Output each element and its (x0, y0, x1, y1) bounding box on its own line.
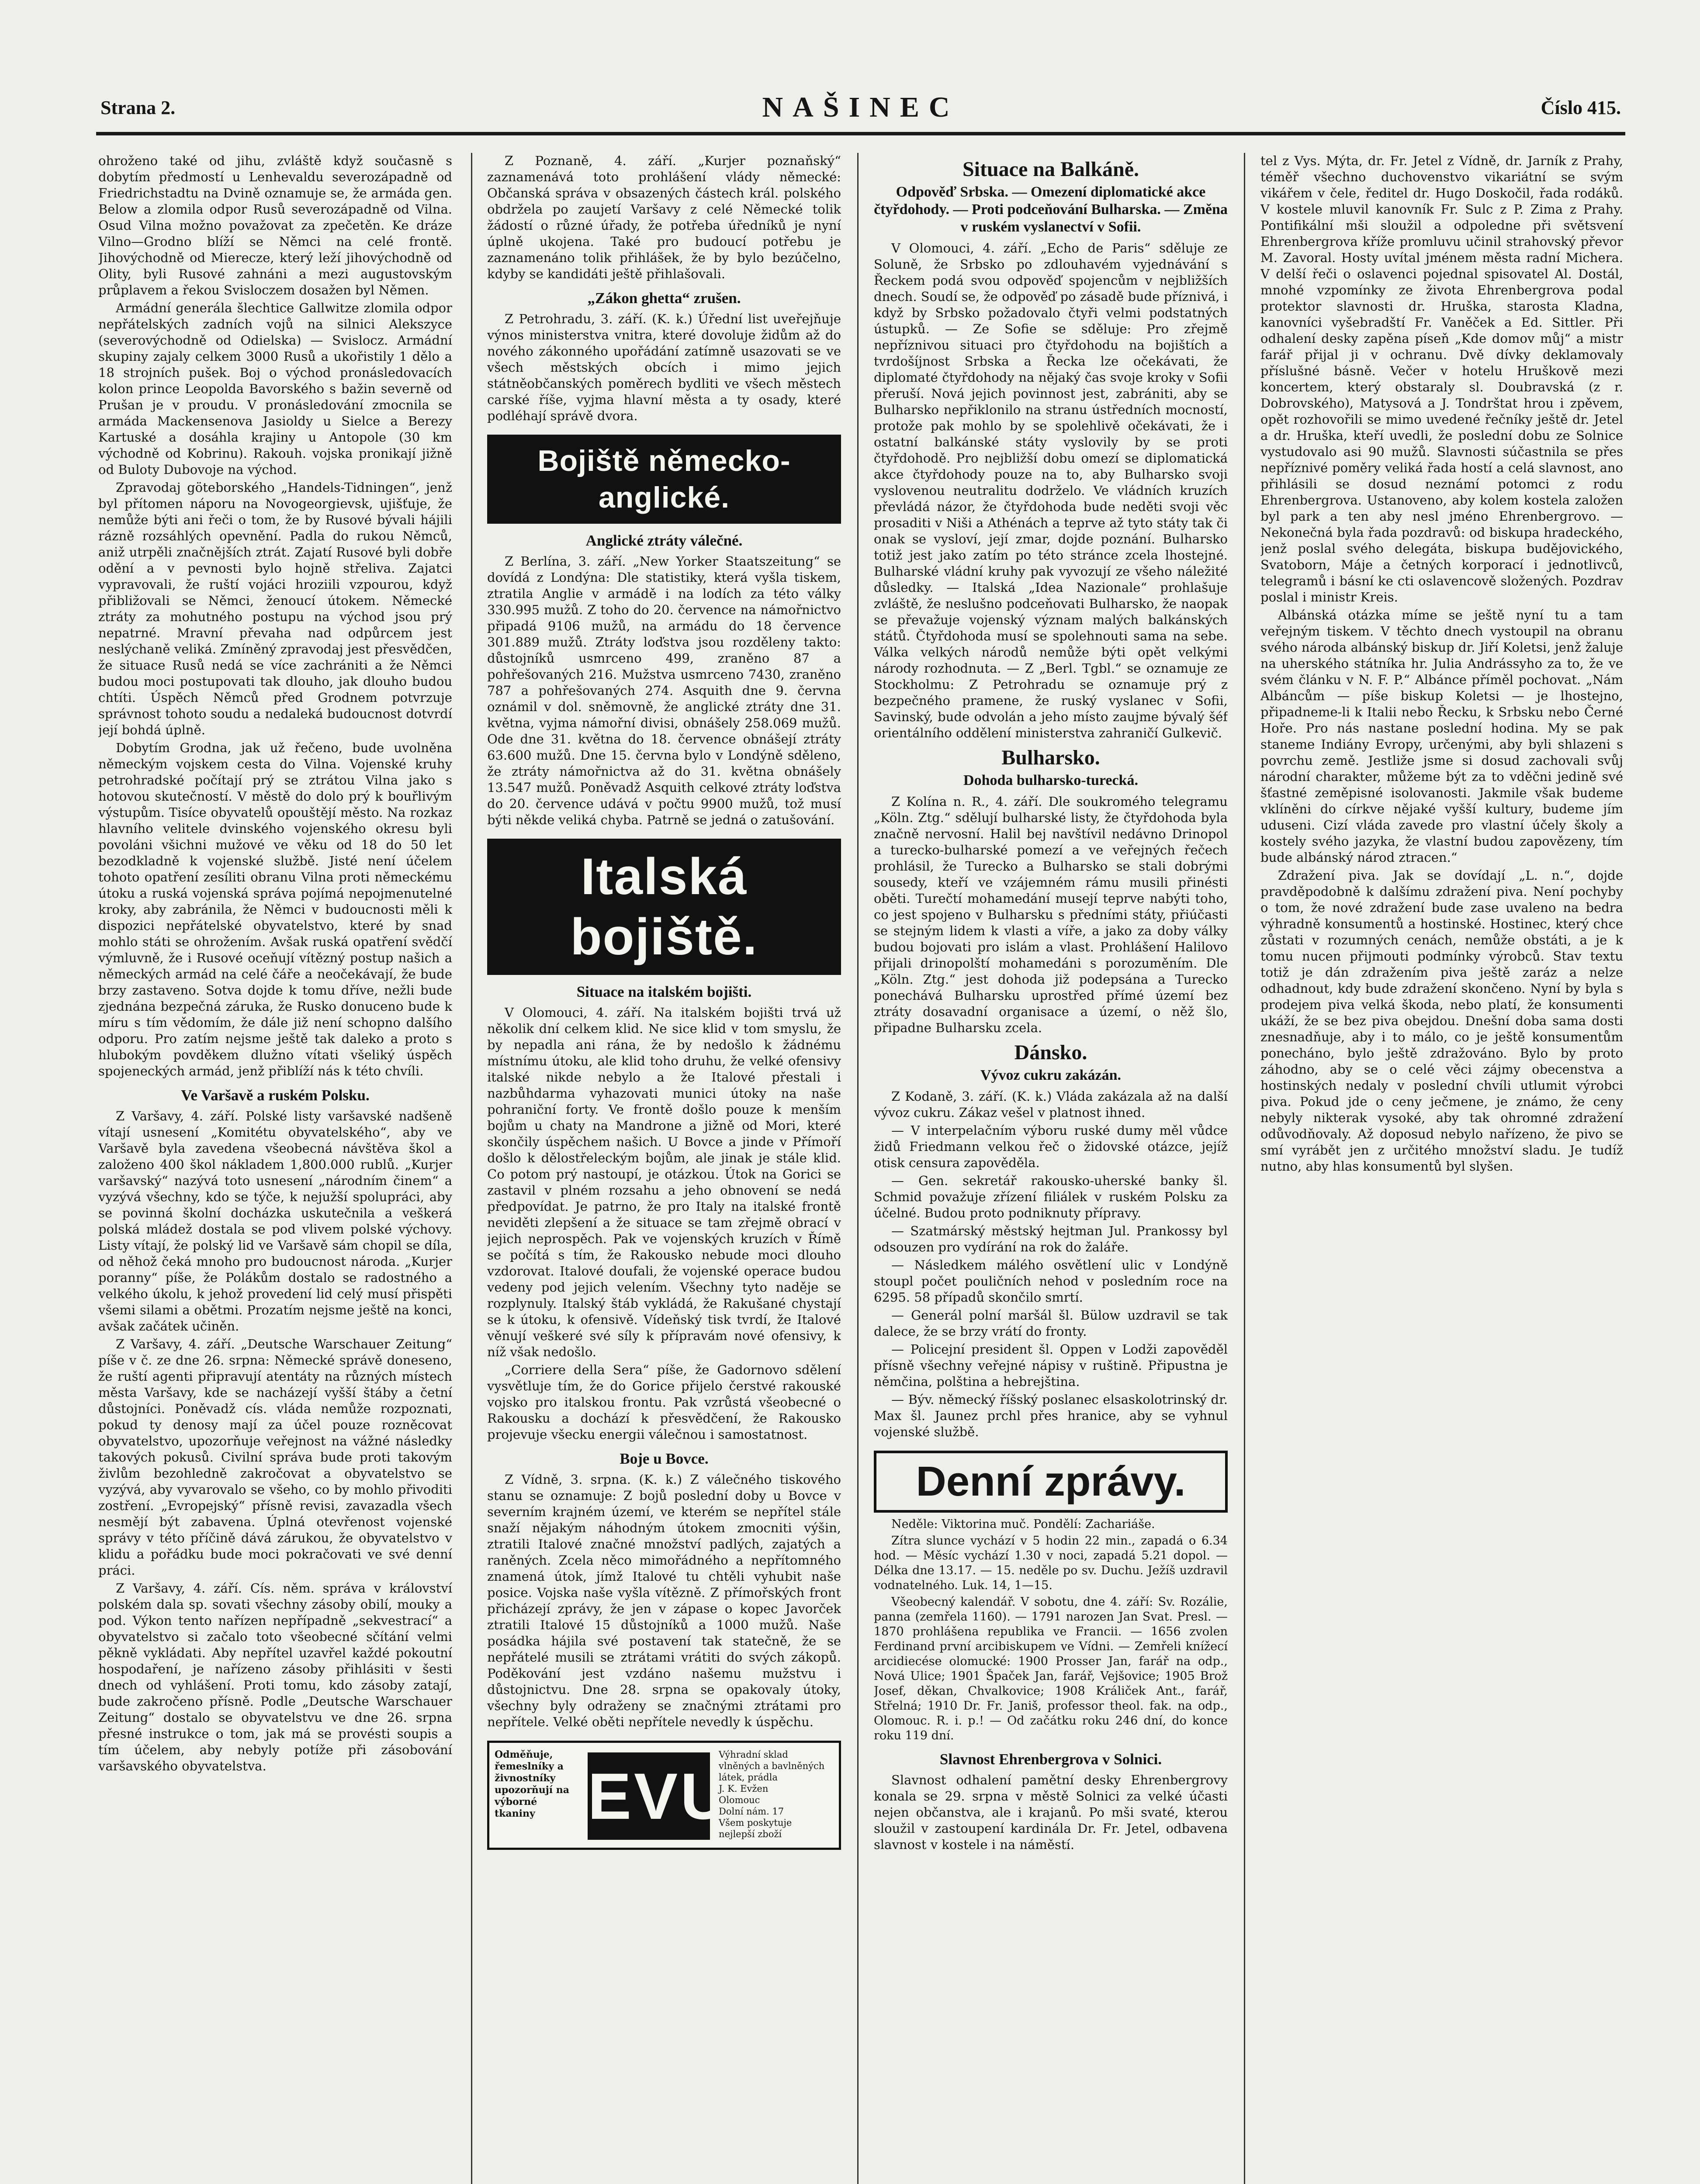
ad-line: Všem poskytuje (719, 1818, 792, 1828)
ad-line: Výhradní sklad (719, 1749, 788, 1760)
section-title-bulharsko: Bulharsko. (1001, 746, 1100, 769)
section-heading-slavnost: Slavnost Ehrenbergrova v Solnici. (939, 1751, 1162, 1768)
ad-line: Olomouc (719, 1795, 760, 1805)
news-item: — Následkem málého osvětlení ulic v Londýně stoupl počet pouličních nehod v posledním roce na 6295. 58 případů skončilo smrtí. (874, 1258, 1228, 1305)
calendar-entry: Všeobecný kalendář. V sobotu, dne 4. září: Sv. Rozálie, panna (zemřela 1160). — 1791 narozen Jan Svat. Presl. — 1870 prohlášena republika ve Francii. — 1656 zvolen Ferdinand první arcibiskupem ve Vídni. — Zemřeli knížecí arcidiecése olomucké: 1900 Prosser Jan, farář na odp., Nová Ulice; 1901 Špaček Jan, farář, Vejšovice; 1905 Brož Josef, děkan, Chvalkovice; 1908 Králiček Ant., farář, Střelná; 1910 Dr. Fr. Janiš, professor theol. fak. na odp., Olomouc. R. i. p.! — Od začátku roku 246 dní, do konce roku 119 dní. (874, 1595, 1228, 1742)
ad-right-text (719, 1749, 837, 1840)
calendar-entry: Zítra slunce vychází v 5 hodin 22 min., zapadá o 6.34 hod. — Měsíc vychází 1.30 v noci, zapadá 5.21 dopol. — Délka dne 13.17. — 15. neděle po sv. Duchu. Ježíš uzdravil vodnatelného. Luk. 14, 1—15. (874, 1534, 1228, 1592)
ad-left-text: Odměňuje, řemeslníky a živnostníky upozorňují na výborné tkaniny (495, 1749, 570, 1819)
article-paragraph: „Corriere della Sera“ píše, že Gadornovo sdělení vysvětluje tím, že do Gorice přijelo čerstvé rakouské vojsko pro italskou frontu. Pak vzrůstá všeobecné o Rakousku a dochází k přesvědčení, že Rakousko projevuje všecku energii válečnou i samostatnost. (487, 1362, 841, 1442)
article-paragraph: Dobytím Grodna, jak už řečeno, bude uvolněna německým vojskem cesta do Vilna. Vojenské kruhy petrohradské počítají prý se ztrátou Vilna jako s hotovou skutečností. V městě do dolo prý k bouřlivým výstupům. Tisíce obyvatelů opouštějí město. Na rozkaz hlavního velitele dvinského vojenského okresu byli povoláni všichni mužové ve věku od 18 do 50 let bezodkladně k vojenské službě. Jisté není účelem tohoto opatření zesíliti obranu Vilna proti německému útoku a ruská vojenská správa pojímá nepojmenutelné kroky, aby zabránila, že Němci v budoucnosti měli k dispozici nepřátelské obyvatelstvo, které by snad mohlo státi se ohrožením. Avšak ruská opatření svědčí výmluvně, že i Rusové oceňují vítězný postup našich a německých armád na celé čáře a neočekávají, že bude brzy zastaveno. Sotva dojde k tomu dříve, nežli bude zjednána bezpečná záruka, že Rusko donuceno bude k míru s tím vědomím, že dále již není schopno dalšího odporu. Pro zatím nejsme ještě tak daleko a proto s hlubokým povděkem dlužno vítati všeliký úspěch spojeneckých armád, jenž přiblíží nás k této chvíli. (98, 740, 452, 1078)
section-banner-daily-news: Denní zprávy. (874, 1451, 1228, 1513)
news-item: — Szatmárský městský hejtman Jul. Prankossy byl odsouzen pro vydírání na rok do žaláře. (874, 1223, 1228, 1254)
article-paragraph: Z Kolína n. R., 4. září. Dle soukromého telegramu „Köln. Ztg.“ sdělují bulharské listy, že čtyřdohoda byla značně nervosní. Halil bej navštívil nedávno Drinopol a turecko-bulharské pomezí a ve veřejných řečech prohlásil, že Turecko a Bulharsko se stali dobrými sousedy, kteří ve vzájemném rámu musili přinésti oběti. Turečtí mohamedání musejí teprve nabýti toho, co jest spojeno v Bulharsku s předními státy, přiúčasti se stejným lidem k vlasti a víře, a jako za doby války budou bojovati pro islám a vlast. Prohlášení Halilovo přijali drinopolští mohamedáni s porozuměním. Dle „Köln. Ztg.“ jest dohoda již podepsána a Turecko ponechává Bulharsku uprostřed přímé území bez ztráty dosavadní organisace a území, o něž šlo, připadne Bulharsku zcela. (874, 794, 1228, 1035)
section-banner-anglo-german: Bojiště německo-anglické. (487, 435, 841, 524)
news-item: — Gen. sekretář rakousko-uherské banky šl. Schmid považuje zřízení filiálek v ruském Polsku za účelné. Budou proto podniknuty přípravy. (874, 1173, 1228, 1220)
article-paragraph: ohroženo také od jihu, zvláště když současně s dobytím předmostí u Lenhevaldu severozápadně od Friedrichstadtu na Dvině oznamuje se, že armáda gen. Below a zlomila odpor Rusů severozápadně od Vilna. Osud Vilna možno považovat za zpečetěn. Ke dráze Vilno—Grodno blíží se Němci na celé frontě. Jihovýchodně od Mierecze, který leží jihovýchodně od Olity, byli Rusové zahnáni a mezi augustovským průplavem a řekou Svisloczem dosažen byl Němen. (98, 153, 452, 297)
advertisement (487, 1741, 841, 1850)
article-paragraph: Slavnost odhalení pamětní desky Ehrenbergrovy konala se 29. srpna v městě Solnici za velké účasti nejen občanstva, ale i krajanů. Po mši svaté, kterou sloužil v zastoupení kardinála Dr. Fr. Jetel, odbavena slavnost v kostele i na náměstí. (874, 1773, 1228, 1852)
article-paragraph: Armádní generála šlechtice Gallwitze zlomila odpor nepřátelských zadních vojů na silnici Alekszyce (severovýchodně od Odielska) — Svislocz. Armádní skupiny zajaly celkem 3000 Rusů a ukořistily 1 dělo a 18 strojních pušek. Boj o východ pronásledovacích kolon prince Leopolda Bavorského s bažin severně od Prušan je v proudu. V pronásledování zmocnila se armáda Mackensenova Jasioldy u Sielce a Berezy Kartuské a dosáhla krajiny u Antopole (30 km východně od Kobrinu). Rakouh. vojska pronikají jižně od Buloty Dubovoje na východ. (98, 301, 452, 477)
news-item: — Policejní president šl. Oppen v Lodži zapověděl přísně všechny veřejné nápisy v ruštině. Připustna je němčina, polština a hebrejština. (874, 1342, 1228, 1389)
article-paragraph: tel z Vys. Mýta, dr. Fr. Jetel z Vídně, dr. Jarník z Prahy, téměř všechno duchovenstvo vikariátní se svým vikářem v čele, ředitel dr. Hugo Doskočil, řada rodáků. V kostele mluvil kanovník Fr. Sulc z P. Zima z Prahy. Pontifikální mši sloužil a odpoledne při světsvení Ehrenbergrova kříže promluvu učinil strahovský převor M. Zavoral. Hosty uvítal jménem města radní Michera. V delší řeči o oslavenci pojednal spisovatel Al. Dostál, mnohé vzpomínky ze života Ehrenbergrova podal protektor slavnosti dr. Hruška, starosta Kladna, kanovníci vyšebradští Fr. Vaněček a Ed. Sittler. Při odhalení desky zapěna píseň „Kde domov můj“ a mistr farář přijal ji v ochranu. Dvě dívky deklamovaly příslušné básně. Večer v hotelu Hruškově mezi koncertem, který obstaraly sl. Doubravská (z r. Dobrovského), Matysová a J. Tondrštat hrou i zpěvem, opět rozhovořili se mimo uvedené řečníky ještě dr. Jetel a dr. Hruška, kteří uvedli, že poslední dobu ze Solnice vystudovalo asi 90 mužů. Slavnosti súčastnila se přes nepříznivé poměry veliká řada hostí a celá slavnost, ano přihlásili se dosud neznámí potomci z rodu Ehrenbergrova. Ustanoveno, aby kolem kostela založen byl park a ten aby nesl jméno Ehrenbergrovo. — Nekonečná byla řada pozdravů: od biskupa hradeckého, jenž poslal svého delegáta, biskupa budějovického, Svatoborn, Máje a četných korporací i jednotlivců, telegramů i básní ke cti oslavencově složených. Pozdrav poslal i ministr Kreis. (1260, 153, 1623, 605)
article-paragraph: Albánská otázka míme se ještě nyní tu a tam veřejným tiskem. V těchto dnech vystoupil na obranu svého národa albánský biskup dr. Jiří Koletsi, jenž žaluje na uherského státníka hr. Julia Andrássyho za to, že ve svém článku v N. F. P.“ Albánce příměl pochovat. „Nám Albáncům — píše biskup Koletsi — je lhostejno, připadneme-li k Italii nebo Řecku, k Srbsku nebo Černé Hoře. Pro nás nastane poslední hodina. My se pak staneme Indiány Evropy, určenými, aby byli shlazeni s povrchu země. Jestliže jsme si dosud zachovali svůj národní charakter, můžeme být za to vděčni jedině své šťastné zeměpisné isolovanosti. Jakmile však budeme vklíněni do církve nějaké vyšší kultury, budeme jím uduseni. Cizí vláda zavede pro vlastní účely školy a kostely svého jazyka, že vlastní budou zapovězeny, tím bude albánský národ ztracen.“ (1260, 608, 1623, 865)
news-item: — Generál polní maršál šl. Bülow uzdravil se tak dalece, že se brzy vrátí do fronty. (874, 1308, 1228, 1339)
article-paragraph: Z Kodaně, 3. září. (K. k.) Vláda zakázala až na další vývoz cukru. Zákaz vešel v platnost ihned. (874, 1089, 1228, 1120)
column-rule (857, 153, 859, 2184)
section-title-balkan: Situace na Balkáně. (962, 158, 1139, 181)
ad-line: vlněných a bavlněných (719, 1761, 825, 1771)
column-1 (98, 153, 452, 2184)
paper-title: NAŠINEC (762, 91, 959, 123)
ad-line: J. K. Evžen (719, 1783, 769, 1794)
article-paragraph: Z Petrohradu, 3. září. (K. k.) Úřední list uveřejňuje výnos ministerstva vnitra, které dovoluje židům až do nového zákonného upořádání zatímně usazovati se ve všech městských obcích i mimo jejich státněobčanských poměrech bydliti ve všech městech carské říše, vyjma hlavní města a ty osady, které podléhají správě dvora. (487, 311, 841, 423)
article-paragraph: Z Berlína, 3. září. „New Yorker Staatszeitung“ se dovídá z Londýna: Dle statistiky, která vyšla tiskem, ztratila Anglie v armádě i na lodích za této války 330.995 mužů. Z toho do 20. července na námořnictvo připadá 9106 mužů, na armádu do 18 července 301.889 mužů. Ztráty loďstva jsou rozděleny takto: důstojníků usmrceno 499, zraněno 87 a pohřešovaných 216. Mužstva usmrceno 7430, zraněno 787 a pohřešovaných 274. Asquith dne 9. června oznámil v dol. sněmovně, že anglické ztráty dne 31. května, vyjma námořní divisi, obnášely 258.069 mužů. Ode dne 31. května do 18. července obnášejí ztráty 63.600 mužů. Dne 15. června bylo v Londýně sděleno, že ztráty námořnictva až do 31. května obnášely 13.547 mužů. Poněvadž Asquith celkové ztráty loďstva do 20. července udává v počtu 9900 mužů, tož musí býti někde veliká chyba. Patrně se jedná o zatušování. (487, 554, 841, 827)
section-banner-italian: Italská bojiště. (487, 839, 841, 975)
ad-line: látek, prádla (719, 1772, 778, 1783)
article-paragraph: Z Vídně, 3. srpna. (K. k.) Z válečného tiskového stanu se oznamuje: Z bojů poslední doby u Bovce v severním krajném území, ve kterém se nepřítel stále snaží nějakým náhodným útokem zmocniti výšin, ztratili Italové značné množství padlých, zajatých a raněných. Zcela něco mimořádného a nepřítomného znamená útok, jímž Italové tu chtěli vyhubit naše posice. Vojska naše vyšla vítězně. Z přímořských front přicházejí zprávy, že jen v zápase o kopec Javorček ztratili Italové 15 důstojníků a 1000 mužů. Naše posádka hájila své postavení tak statečně, že se nepřátelé musili se ztrátami vrátiti do svých zákopů. Poděkování jest vzdáno našemu mužstvu i důstojnictvu. Dne 28. srpna se opakovaly útoky, všechny byly odraženy se značnými ztrátami pro nepřítele. Velké oběti nepřítele nevedly k úspěchu. (487, 1472, 841, 1729)
column-rule (1244, 153, 1245, 2184)
section-subtitle-balkan: Odpověď Srbska. — Omezení diplomatické akce čtyřdohody. — Proti podceňování Bulharska. — Změna v ruském vyslanectví v Sofii. (874, 184, 1228, 235)
column-3 (874, 153, 1228, 2184)
news-item: — Býv. německý říšský poslanec elsaskolotrinský dr. Max šl. Jaunez prchl přes hranice, aby se vyhnul vojenské službě. (874, 1392, 1228, 1439)
section-heading-ghetta: „Zákon ghetta“ zrušen. (587, 290, 741, 307)
section-heading-italske-bojiste: Situace na italském bojišti. (576, 983, 752, 1000)
article-paragraph: Z Varšavy, 4. září. Cís. něm. správa v království polském dala sp. sovati všechny zásoby obilí, mouky a pod. Výkon tento nařízen nepřípadně „sekvestrací“ a obyvatelstvo si začalo toto všeobecné sčítání velmi pěkně vykládati. Aby nepřítel uzavřel každé pokoutní hospodaření, je nařízeno zásoby přihlásiti v šesti dnech od vyhlášení. Proti tomu, kdo zásoby zatají, bude zakročeno přísně. Podle „Deutsche Warschauer Zeitung“ dostalo se obyvatelstvu ve dne 26. srpna přesné instrukce o tom, jak má se provésti soupis a tím účelem, aby nebyly potíže při zásobování varšavského obyvatelstva. (98, 1581, 452, 1773)
column-4 (1260, 153, 1623, 2184)
section-subtitle-dansko: Vývoz cukru zakázán. (980, 1067, 1122, 1083)
issue-number: Číslo 415. (1541, 97, 1621, 118)
ad-logo: EVU (588, 1752, 710, 1840)
section-subtitle-bulharsko: Dohoda bulharsko-turecká. (963, 772, 1138, 788)
article-paragraph: Zpravodaj göteborského „Handels-Tidningen“, jenž byl přítomen náporu na Novogeorgievsk, ujišťuje, že nemůže býti ani řeči o tom, že by Rusové bývali hájili rázně rozsáhlých opevnění. Padla do rukou Němců, aniž utrpěli značnějších ztrát. Zajatí Rusové byli dobře odění a v pevnosti bylo hojně střeliva. Zajatci vypravovali, že ruští vojáci hroziili vzpourou, když přibližovali se Němci, ženoucí útokem. Německé ztráty za mohutného postupu na východ jsou prý nepatrné. Mravní převaha nad odpůrcem jest neslýchaně veliká. Zmíněný zpravodaj jest přesvědčen, že situace Rusů nedá se více zachrániti a že Němci budou moci postupovati tak dlouho, jak dlouho budou chtíti. Úspěch Němců před Grodnem potvrzuje správnost tohoto soudu a nedaleká budoucnost dotvrdí její bohdá úplně. (98, 480, 452, 737)
article-paragraph: Z Poznaně, 4. září. „Kurjer poznaňský“ zaznamenává toto prohlášení vlády německé: Občanská správa v obsazených částech král. polského obdržela po zaujetí Varšavy z celé Německé tolik žádostí o různé úřady, že potřeba úředníků je nyní úplně ukojena. Také pro budoucí potřebu je zaznamenáno tolik přihlášek, že by bylo bezúčelno, kdyby se kandidáti ještě přihlašovali. (487, 153, 841, 281)
news-item: — V interpelačním výboru ruské dumy měl vůdce židů Friedmann velkou řeč o židovské otázce, jejíž otisk censura zapověděla. (874, 1123, 1228, 1170)
article-paragraph: Z Varšavy, 4. září. Polské listy varšavské nadšeně vítají usnesení „Komitétu obyvatelského“, aby ve Varšavě byla zavedena všeobecná návštěva škol a založeno 400 škol nákladem 1,800.000 rublů. „Kurjer varšavský“ nazývá toto usnesení „národním činem“ a vyzývá všechny, kdo se týče, k nejužší spolupráci, aby se povinná školní docházka uskutečnila a veškerá polská mládež dostala se pod vlivem polské výchovy. Listy vítají, že polský lid ve Varšavě sám chopil se díla, od něhož čeká mnoho pro budoucnost národa. „Kurjer poranny“ píše, že Polákům dostalo se radostného a velkého úkolu, k jehož provedení lid celý musí přispěti všemi silami a obětmi. Prozatím nejsme ještě na konci, avšak začátek učiněn. (98, 1109, 452, 1334)
calendar-entry: Neděle: Viktorina muč. Pondělí: Zachariáše. (891, 1517, 1155, 1531)
article-paragraph: Zdražení piva. Jak se dovídají „L. n.“, dojde pravděpodobně k dalšímu zdražení piva. Není pochyby o tom, že nové zdražení bude zase uvaleno na bedra výhradně konsumentů a hostinské. Hostinec, který chce zůstati v rozumných cenách, nemůže obstáti, a je k tomu nucen přijmouti podmínky výrobců. Stav textu totiž je dán zdražením piva ještě zaráz a nelze odhadnout, kdy bude zdražení skončeno. Nyní by byla s prodejem piva velká škoda, nebo platí, že konsumenti ukáží, že se bez piva obejdou. Dnešní doba sama dosti znesnadňuje, aby i to málo, co je ještě konsumentům ponecháno, bylo ještě zdražováno. Bylo by proto záhodno, aby se o celé věci zájmy obecenstva a hostinských nedaly v poslední chvíli utlumit výrobci piva. Pokud jde o ceny ječmene, je známo, že ceny nebyly nikterak vysoké, aby tak ohromné zdražení odůvodňovaly. Až doposud nebylo nařízeno, že pivo se smí vyrábět jen z určitého množství sladu. Je tudíž nutno, aby hlas konsumentů byl slyšen. (1260, 868, 1623, 1174)
masthead (96, 70, 1625, 135)
article-paragraph: V Olomouci, 4. září. Na italském bojišti trvá už několik dní celkem klid. Ne sice klid v tom smyslu, že by nepadla ani rána, že by nedošlo k žádnému místnímu útoku, ale klid toho druhu, že velké ofensivy italské nikde nebylo a že Italové přestali i nazbůhdarma vyhazovati munici útoky na naše pohraniční forty. Ve frontě došlo pouze k menším bojům u chaty na Mandrone a jižně od Mori, které skončily úspěchem našich. U Bovce a jinde v Přímoří došlo k dělostřeleckým bojům, ale jinak je stále klid. Co potom prý nastoupí, je otázkou. Útok na Gorici se zastavil v plném rozsahu a jeho obnovení se nedá předpovídat. Je patrno, že pro Italy na italské frontě neviděti zlepšení a že situace se tam zřejmě obrací v jejich neprospěch. Pak ve vojenských kruzích v Římě se počítá s tím, že Rakousko nebude moci dlouho vzdorovat. Italové doufali, že vojenské operace budou vedeny pod jejich velením. Všechny tyto naděje se rozplynuly. Italský štáb vykládá, že Rakušané chystají se k útoku, k ofensivě. Vídeňský tisk tvrdí, že Italové věnují veškeré své síly k přípravám nové ofensivy, k níž však nedošlo. (487, 1005, 841, 1359)
ad-line: nejlepší zboží (719, 1829, 782, 1839)
page-label: Strana 2. (100, 97, 176, 118)
article-paragraph: V Olomouci, 4. září. „Echo de Paris“ sděluje ze Soluně, že Srbsko po zdlouhavém vyjednávání s Řeckem podá svou odpověď spojencům v nejbližších dnech. Soudí se, že odpověď po zásadě bude příznivá, i když by Srbsko požadovalo čtyři velmi podstatných ústupků. — Ze Sofie se sděluje: Pro zřejmě nepříznivou situaci pro čtyřdohodu na bojištích a tvrdošíjnost Srbska a Řecka lze očekávati, že diplomaté čtyřdohody na nějaký čas svoje kroky v Sofii přeruší. Nová jejich povinnost jest, zabrániti, aby se Bulharsko nepřiklonilo na stranu ústředních mocností, protože pak mohlo by se spolehlivě očekávati, že i ostatní balkánské státy vyslovily by se proti čtyřdohodě. Pro nejbližší dobu omezí se diplomatická akce čtyřdohody pouze na to, aby Bulharsko svoji vyslovenou neutralitu dodrželo. Ve vládních kruzích převládá názor, že čtyřdohoda bude neděti svoji věc prosaditi v Niši a Athénách a teprve až tyto státy tak či onak se vysloví, její zmar, dojde poznání. Bulharsko totiž jest jako zatím po této stránce zcela lhostejné. Bulharské vládní kruhy pak vyvozují ze všeho náležité důsledky. — Italská „Idea Nazionale“ prohlašuje zvláště, že neslušno podceňovati Bulharsko, že naopak se převažuje vojenský význam malých balkánských států. Čtyřdohoda musí se spolehnouti sama na sebe. Válka velkých národů nemůže býti opět velkými národy rozhodnuta. — Z „Berl. Tgbl.“ se oznamuje ze Stockholmu: Z Petrohradu se oznamuje prý z bezpečného pramene, že ruský vyslanec v Sofii, Savinský, bude odvolán a jeho místo zaujme bývalý šéf orientálního oddělení ministerstva zahraničí Gulkevič. (874, 241, 1228, 740)
column-2 (487, 153, 841, 2184)
section-title-dansko: Dánsko. (1014, 1041, 1087, 1064)
article-paragraph: Z Varšavy, 4. září. „Deutsche Warschauer Zeitung“ píše v č. ze dne 26. srpna: Německé správě doneseno, že ruští agenti připravují atentáty na různých místech města Varšavy, kde se nacházejí vyšší štáby a četní důstojníci. Poněvadž cís. vláda nemůže rozpoznati, pokud ty denosy mají za účel pouze rozněcovat obyvatelstvo, upozorňuje veřejnost na vážné následky takových pokusů. Civilní správa bude proti takovým živlům bezohledně zakročovat a obyvatelstvo se vyzývá, aby vyvarovalo se všeho, co by mohlo přivoditi zostření. „Evropejský“ přísně revisi, zavazadla všech nesmějí být zabavena. Úplná otevřenost vojenské správy v této příčině dává zárukou, že obyvatelstvo v klidu a pořádku bude moci pokračovati ve své denní práci. (98, 1337, 452, 1578)
ad-line: Dolní nám. 17 (719, 1806, 784, 1817)
column-rule (471, 153, 472, 2184)
section-heading-polsko: Ve Varšavě a ruském Polsku. (181, 1087, 370, 1104)
section-heading-anglicke-ztraty: Anglické ztráty válečné. (585, 532, 743, 549)
section-heading-bovec: Boje u Bovce. (620, 1450, 709, 1467)
